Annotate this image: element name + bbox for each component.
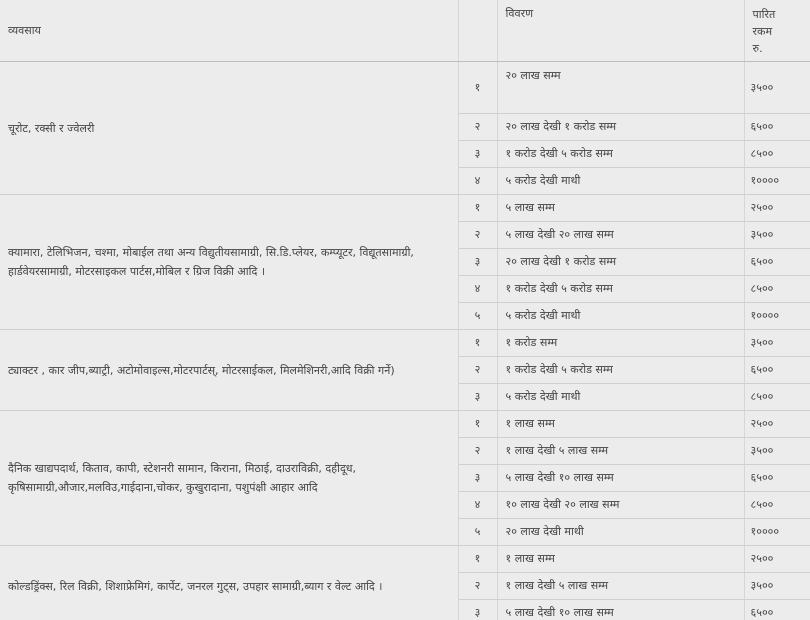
serial-number: २ — [458, 222, 497, 249]
turnover-range: ५ करोड देखी माथी — [497, 168, 744, 195]
turnover-range: ५ लाख सम्म — [497, 195, 744, 222]
tax-amount: १०००० — [744, 519, 810, 546]
serial-number: १ — [458, 62, 497, 114]
tax-amount: ८५०० — [744, 141, 810, 168]
header-amount — [744, 0, 810, 62]
tax-amount: २५०० — [744, 546, 810, 573]
serial-number: ३ — [458, 249, 497, 276]
turnover-range: १ करोड देखी ५ करोड सम्म — [497, 141, 744, 168]
header-serial — [458, 0, 497, 62]
tax-amount: ६५०० — [744, 357, 810, 384]
table-row — [0, 411, 810, 438]
table-row — [0, 62, 810, 114]
turnover-range: २० लाख देखी माथी — [497, 519, 744, 546]
turnover-range: १ लाख सम्म — [497, 546, 744, 573]
header-description: विवरण — [497, 0, 744, 62]
serial-number: १ — [458, 330, 497, 357]
turnover-range: २० लाख सम्म — [497, 62, 744, 114]
tax-amount: २५०० — [744, 195, 810, 222]
serial-number: ५ — [458, 519, 497, 546]
serial-number: २ — [458, 357, 497, 384]
tax-amount: १०००० — [744, 168, 810, 195]
tax-amount: ८५०० — [744, 492, 810, 519]
table-body — [0, 62, 810, 620]
turnover-range: ५ लाख देखी १० लाख सम्म — [497, 600, 744, 620]
turnover-range: २० लाख देखी १ करोड सम्म — [497, 249, 744, 276]
turnover-range: ५ लाख देखी १० लाख सम्म — [497, 465, 744, 492]
turnover-range: ५ लाख देखी २० लाख सम्म — [497, 222, 744, 249]
business-category: दैनिक खाद्यपदार्थ, किताव, कापी, स्टेशनरी सामान, किराना, मिठाई, दाउराविक्री, दहीदूध, कृषिसामाग्री,औजार,मलविउ,गाईदाना,चोकर, कुखुरादाना, पशुपंक्षी आहार आदि — [0, 411, 458, 546]
turnover-range: १ लाख देखी ५ लाख सम्म — [497, 573, 744, 600]
header-amount-line3: रु. — [752, 42, 763, 55]
table-row — [0, 330, 810, 357]
serial-number: ४ — [458, 276, 497, 303]
tax-amount: ८५०० — [744, 384, 810, 411]
header-amount-line1: पारित — [752, 8, 776, 21]
serial-number: ४ — [458, 492, 497, 519]
serial-number: २ — [458, 573, 497, 600]
serial-number: २ — [458, 438, 497, 465]
tax-amount: १०००० — [744, 303, 810, 330]
tax-amount: ३५०० — [744, 330, 810, 357]
table-row — [0, 195, 810, 222]
turnover-range: ५ करोड देखी माथी — [497, 384, 744, 411]
turnover-range: १ लाख सम्म — [497, 411, 744, 438]
tax-amount: ३५०० — [744, 62, 810, 114]
serial-number: ५ — [458, 303, 497, 330]
table-row — [0, 546, 810, 573]
serial-number: ३ — [458, 384, 497, 411]
serial-number: ३ — [458, 465, 497, 492]
turnover-range: १ करोड देखी ५ करोड सम्म — [497, 357, 744, 384]
serial-number: १ — [458, 411, 497, 438]
tax-amount: ६५०० — [744, 600, 810, 620]
tax-amount: ३५०० — [744, 573, 810, 600]
turnover-range: १ करोड सम्म — [497, 330, 744, 357]
serial-number: ४ — [458, 168, 497, 195]
turnover-range: २० लाख देखी १ करोड सम्म — [497, 114, 744, 141]
tax-amount: ६५०० — [744, 114, 810, 141]
serial-number: ३ — [458, 141, 497, 168]
header-amount-line2: रकम — [752, 25, 773, 38]
serial-number: १ — [458, 546, 497, 573]
business-category: क्यामारा, टेलिभिजन, चश्मा, मोबाईल तथा अन्य विद्युतीयसामाग्री, सि.डि.प्लेयर, कम्प्यूटर, विद्यूतसामाग्री, हार्डवेयरसामाग्री, मोटरसाइकल पार्टस,मोबिल र ग्रिज विक्री आदि । — [0, 195, 458, 330]
turnover-range: १ करोड देखी ५ करोड सम्म — [497, 276, 744, 303]
tax-amount: ६५०० — [744, 465, 810, 492]
tax-amount: ८५०० — [744, 276, 810, 303]
tax-amount: ३५०० — [744, 222, 810, 249]
tax-amount: ३५०० — [744, 438, 810, 465]
serial-number: ३ — [458, 600, 497, 620]
serial-number: २ — [458, 114, 497, 141]
table-header-row — [0, 0, 810, 62]
business-category: चूरोट, रक्सी र ज्वेलरी — [0, 62, 458, 195]
turnover-range: १ लाख देखी ५ लाख सम्म — [497, 438, 744, 465]
turnover-range: ५ करोड देखी माथी — [497, 303, 744, 330]
serial-number: १ — [458, 195, 497, 222]
business-category: कोल्डड्रिंक्स, रिल विक्री, शिशाफ्रेमिगं, कार्पेट, जनरल गुट्स, उपहार सामाग्री,ब्याग र वेल्ट आदि । — [0, 546, 458, 620]
header-business: व्यवसाय — [0, 0, 458, 62]
business-category: ट्याक्टर , कार जीप,ब्याट्री, अटोमोवाइल्स,मोटरपार्टस्, मोटरसाईकल, मिलमेशिनरी,आदि विक्री गर्ने) — [0, 330, 458, 411]
tax-amount: २५०० — [744, 411, 810, 438]
turnover-range: १० लाख देखी २० लाख सम्म — [497, 492, 744, 519]
tax-amount: ६५०० — [744, 249, 810, 276]
